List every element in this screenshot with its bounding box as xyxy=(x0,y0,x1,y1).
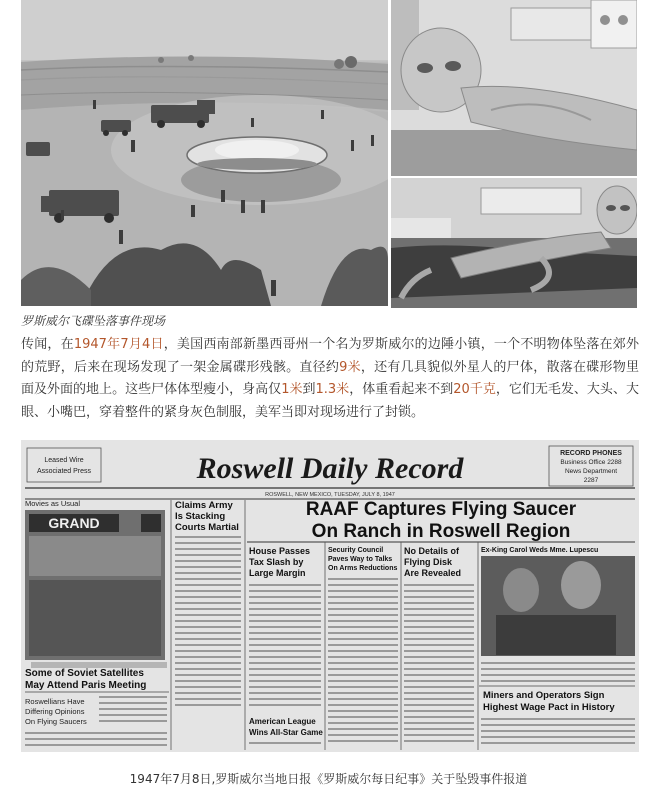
army-headline-1: Claims Army xyxy=(175,500,233,511)
paragraph-part-6: ，它们无毛发、大头、大眼、小嘴巴，穿着整件的紧身灰色制服，美军当即对现场进行了封锁。 xyxy=(21,382,639,420)
security-headline-2: Paves Way to Talks xyxy=(328,556,393,563)
opinions-headline-1: Roswellians Have xyxy=(25,697,85,706)
carol-headline: Ex-King Carol Weds Mme. Lupescu xyxy=(481,547,599,554)
opinions-headline-3: On Flying Saucers xyxy=(25,717,87,726)
house-headline-3: Large Margin xyxy=(249,568,306,578)
paragraph-weight: 20千克 xyxy=(453,382,496,398)
crash-site-illustration xyxy=(21,0,388,306)
nodetails-headline-1: No Details of xyxy=(404,546,460,556)
paragraph-height-min: 1米 xyxy=(281,382,303,398)
theater-sign: GRAND xyxy=(48,515,100,531)
alien-body-illustration-top xyxy=(391,0,637,176)
paragraph-part-4: 到 xyxy=(302,382,316,398)
miners-headline-1: Miners and Operators Sign xyxy=(483,690,605,701)
army-headline-2: Is Stacking xyxy=(175,511,226,522)
paragraph-diameter: 9米 xyxy=(339,359,361,375)
security-headline-3: On Arms Reductions xyxy=(328,565,398,572)
ear-right-line-2: Business Office 2288 xyxy=(560,459,622,466)
nodetails-headline-2: Flying Disk xyxy=(404,557,453,567)
paragraph-height-max: 1.3米 xyxy=(315,382,350,398)
house-headline-1: House Passes xyxy=(249,546,311,556)
security-headline-1: Security Council xyxy=(328,547,384,554)
newspaper-front-page xyxy=(21,440,639,752)
league-headline-1: American League xyxy=(249,717,316,726)
paragraph-part-3: ，还有几具貌似外星人的尸体，散落在碟形物里面及外面的地上。这些尸体体型瘦小，身高仅 xyxy=(21,359,639,398)
alien-body-photo-top xyxy=(391,0,637,176)
nodetails-headline-3: Are Revealed xyxy=(404,568,462,578)
newspaper-caption: 1947年7月8日,罗斯威尔当地日报《罗斯威尔每日纪事》关于坠毁事件报道 xyxy=(129,772,528,786)
paragraph-part-5: ，体重看起来不到 xyxy=(349,382,454,398)
alien-body-photo-bottom xyxy=(391,178,637,308)
movies-headline: Movies as Usual xyxy=(25,499,81,508)
league-headline-2: Wins All-Star Game xyxy=(249,728,323,737)
opinions-headline-2: Differing Opinions xyxy=(25,707,85,716)
paragraph-part-2: ，美国西南部新墨西哥州一个名为罗斯威尔的边陲小镇，一个不明物体坠落在郊外的荒野，后来在现场发现了一架金属碟形残骸。直径约 xyxy=(21,337,639,375)
main-headline-1: RAAF Captures Flying Saucer xyxy=(305,499,577,520)
ear-right-line-3: News Department xyxy=(564,468,618,475)
crash-site-photo xyxy=(21,0,388,306)
dateline: ROSWELL, NEW MEXICO, TUESDAY, JULY 8, 1947 xyxy=(265,492,395,498)
miners-headline-2: Highest Wage Pact in History xyxy=(483,702,615,713)
ear-left-line-1: Leased Wire xyxy=(44,457,84,464)
photo-caption: 罗斯威尔飞碟坠落事件现场 xyxy=(21,314,166,328)
main-headline-2: On Ranch in Roswell Region xyxy=(311,521,571,542)
army-headline-3: Courts Martial xyxy=(175,522,239,533)
soviet-headline-1: Some of Soviet Satellites xyxy=(25,668,144,679)
soviet-headline-2: May Attend Paris Meeting xyxy=(25,680,147,691)
newspaper-illustration xyxy=(21,440,639,752)
alien-body-illustration-bottom xyxy=(391,178,637,308)
house-headline-2: Tax Slash by xyxy=(249,557,304,567)
ear-right-line-4: 2287 xyxy=(583,477,599,484)
article-paragraph xyxy=(21,334,639,424)
paragraph-date: 1947年7月4日 xyxy=(73,337,164,352)
ear-right-line-1: RECORD PHONES xyxy=(560,450,622,457)
ear-left-line-2: Associated Press xyxy=(36,468,92,475)
masthead: Roswell Daily Record xyxy=(196,452,464,485)
paragraph-part-1: 传闻，在 xyxy=(21,337,74,352)
